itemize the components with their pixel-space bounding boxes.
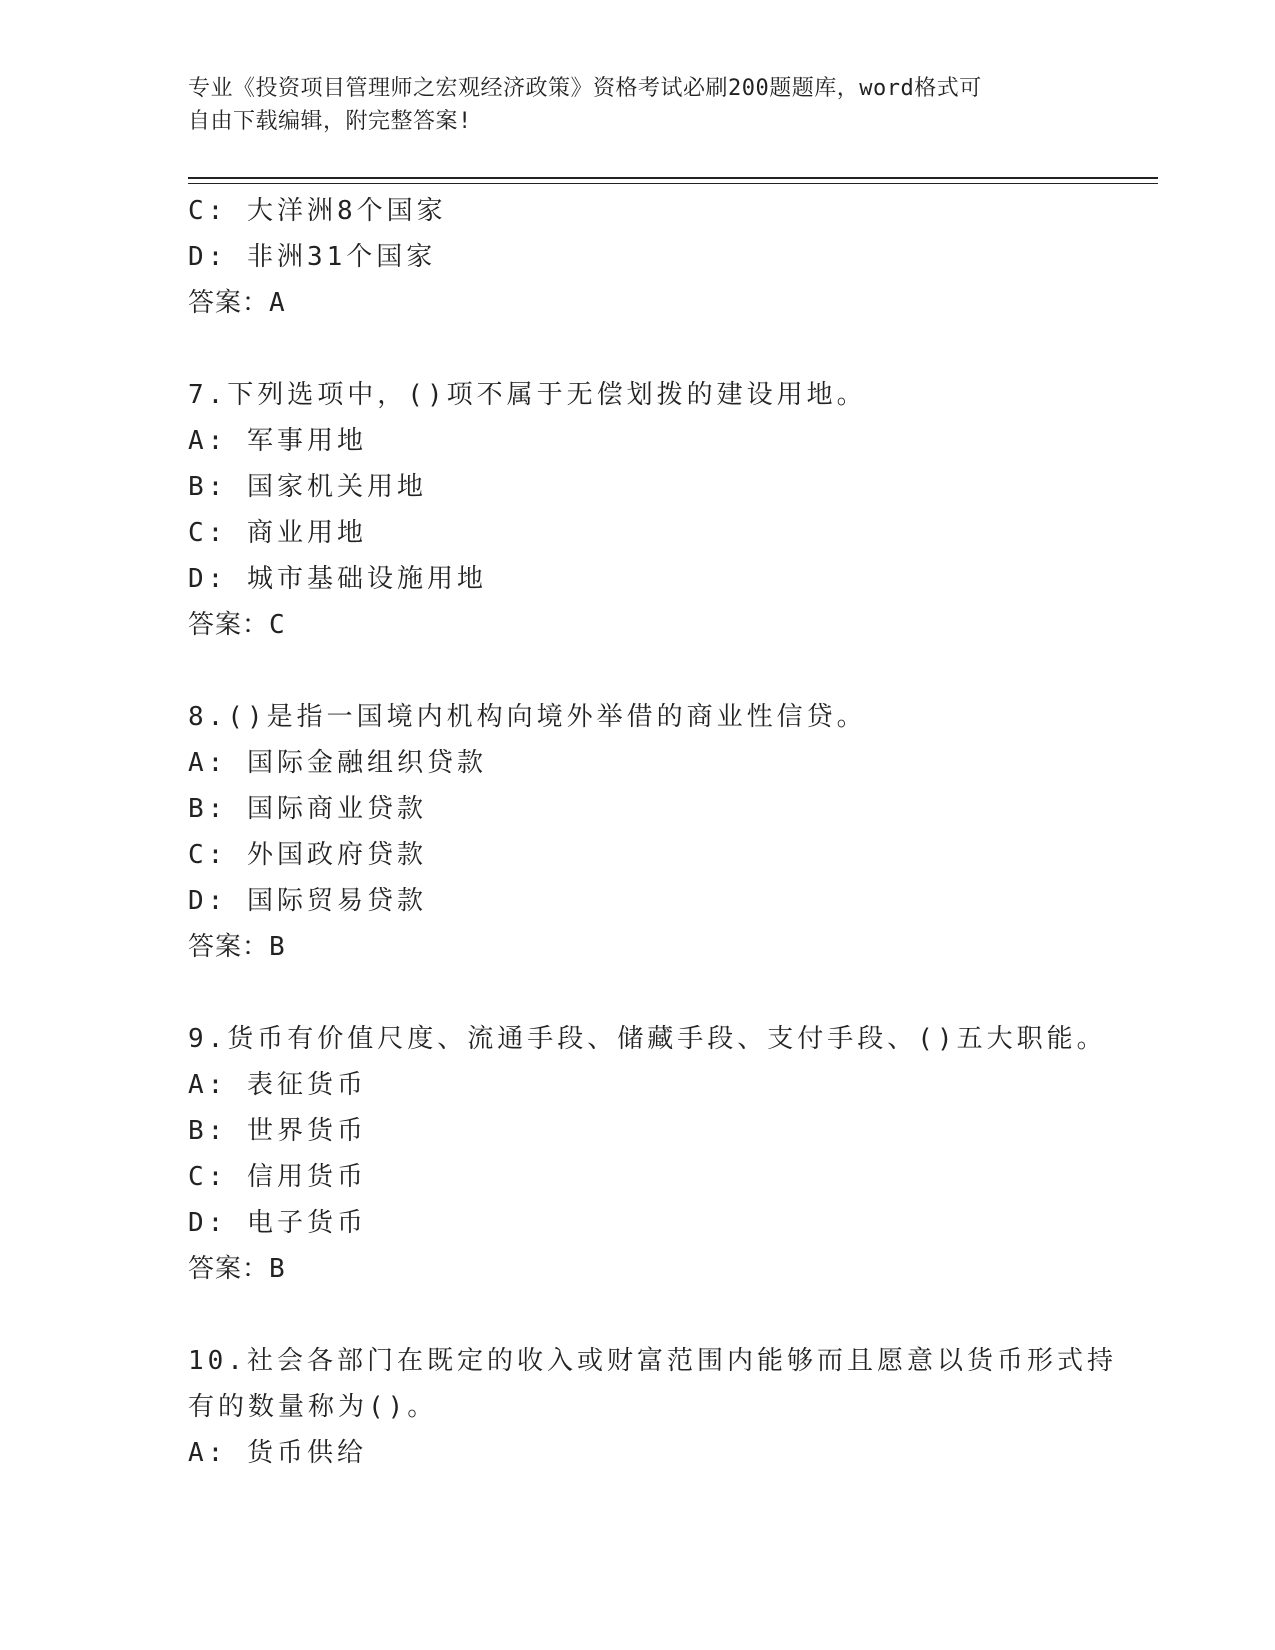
- question-7: [188, 372, 1088, 648]
- option-b: B: 国际商业贷款: [188, 794, 427, 824]
- option-b: B: 世界货币: [188, 1116, 367, 1146]
- question-10: [188, 1338, 1117, 1476]
- option-a: A: 国际金融组织贷款: [188, 748, 487, 778]
- header-divider-thick: [188, 177, 1158, 179]
- answer-line: 答案：B: [188, 1254, 286, 1284]
- option-d: D: 电子货币: [188, 1208, 367, 1238]
- question-stem: 7.下列选项中，()项不属于无偿划拨的建设用地。: [188, 380, 867, 410]
- answer-line: 答案：A: [188, 288, 286, 318]
- question-8: [188, 694, 1088, 970]
- question-stem-line-1: 10.社会各部门在既定的收入或财富范围内能够而且愿意以货币形式持: [188, 1346, 1117, 1376]
- question-stem-line-2: 有的数量称为()。: [188, 1392, 438, 1422]
- header-title-line-1: 专业《投资项目管理师之宏观经济政策》资格考试必刷200题题库，word格式可: [188, 76, 982, 101]
- answer-line: 答案：C: [188, 610, 286, 640]
- spacer: [188, 1292, 1088, 1338]
- header-divider-thin: [188, 183, 1158, 184]
- option-d: D: 城市基础设施用地: [188, 564, 487, 594]
- option-a: A: 军事用地: [188, 426, 367, 456]
- option-b: B: 国家机关用地: [188, 472, 427, 502]
- option-d: D: 国际贸易贷款: [188, 886, 427, 916]
- answer-line: 答案：B: [188, 932, 286, 962]
- document-header: [188, 72, 1088, 138]
- option-c: C: 商业用地: [188, 518, 367, 548]
- spacer: [188, 648, 1088, 694]
- option-c: C: 大洋洲8个国家: [188, 196, 447, 226]
- option-c: C: 信用货币: [188, 1162, 367, 1192]
- question-9: [188, 1016, 1107, 1292]
- option-d: D: 非洲31个国家: [188, 242, 437, 272]
- spacer: [188, 970, 1088, 1016]
- document-body: [188, 188, 1117, 1476]
- spacer: [188, 326, 1088, 372]
- question-stem: 9.货币有价值尺度、流通手段、储藏手段、支付手段、()五大职能。: [188, 1024, 1107, 1054]
- option-a: A: 货币供给: [188, 1438, 367, 1468]
- question-6-tail: [188, 188, 1088, 326]
- option-a: A: 表征货币: [188, 1070, 367, 1100]
- question-stem: 8.()是指一国境内机构向境外举借的商业性信贷。: [188, 702, 867, 732]
- header-title-line-2: 自由下载编辑，附完整答案!: [188, 109, 472, 134]
- option-c: C: 外国政府贷款: [188, 840, 427, 870]
